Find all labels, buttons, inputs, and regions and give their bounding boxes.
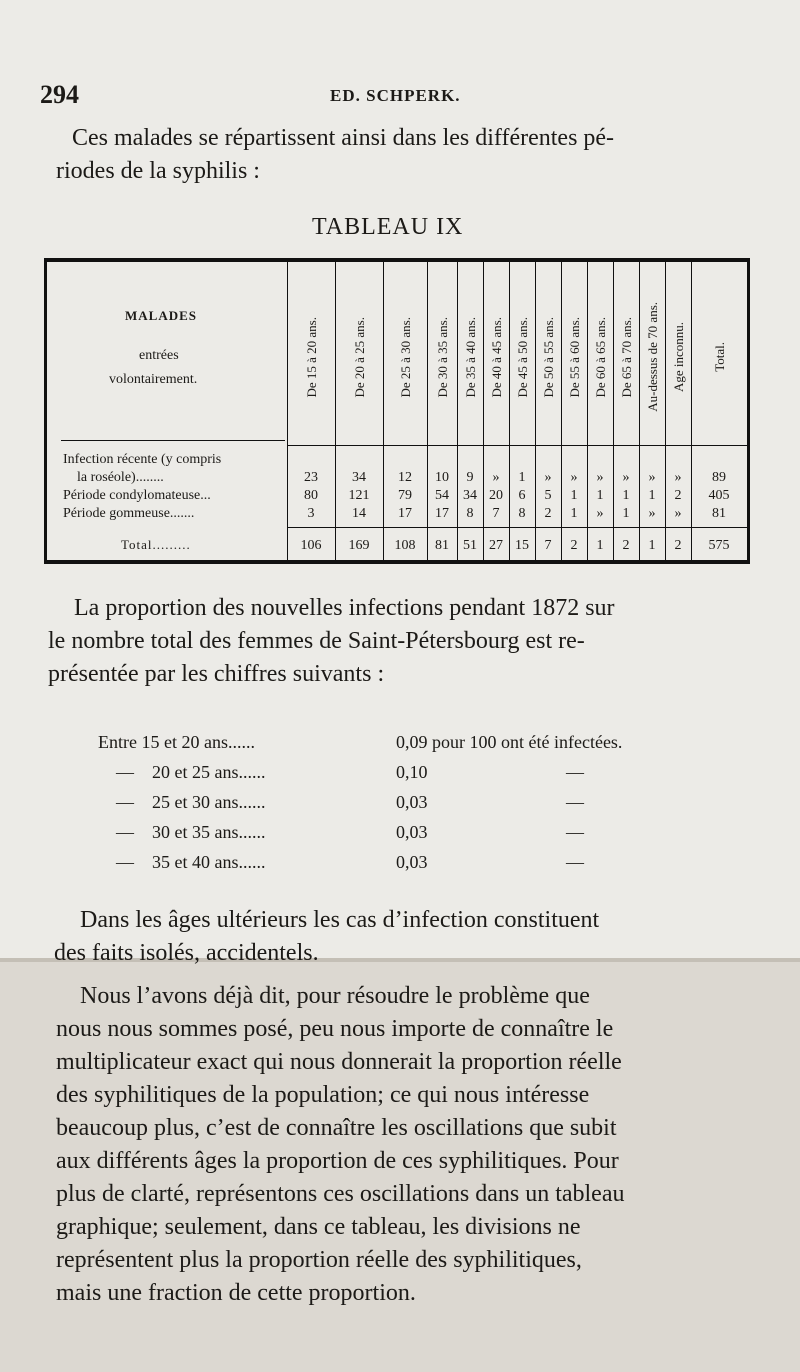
row-label: Infection récente (y compris (63, 452, 222, 467)
table-cell: 1 (648, 488, 656, 503)
table-corner-header (47, 262, 287, 447)
figure-ditto: — (566, 852, 584, 872)
table-cell: 1 (570, 506, 578, 521)
total-cell: 169 (348, 538, 370, 553)
figure-age: — 30 et 35 ans...... (116, 822, 266, 842)
column-header: Total. (691, 262, 748, 560)
text-line: riodes de la syphilis : (56, 158, 260, 184)
figure-ditto: — (566, 792, 584, 812)
running-head (40, 80, 760, 110)
figure-age: — 25 et 30 ans...... (116, 792, 266, 812)
table-cell: 5 (544, 488, 552, 503)
figure-age: — 35 et 40 ans...... (116, 852, 266, 872)
figure-row (98, 762, 738, 790)
total-cell: 81 (435, 538, 449, 553)
table-cell: 1 (570, 488, 578, 503)
table-title: TABLEAU IX (312, 214, 464, 240)
figure-ditto: — (566, 762, 584, 782)
text-line: graphique; seulement, dans ce tableau, les divisions ne (56, 1214, 581, 1240)
table-cell: 1 (518, 470, 526, 485)
figure-age: — 20 et 25 ans...... (116, 762, 266, 782)
column-header: De 60 à 65 ans. (587, 262, 614, 560)
column-header: De 40 à 45 ans. (483, 262, 510, 560)
table-cell: 34 (352, 470, 366, 485)
column-header: De 55 à 60 ans. (561, 262, 588, 560)
table-cell: 80 (304, 488, 318, 503)
column-header: Age inconnu. (665, 262, 692, 560)
total-label: Total......... (121, 537, 191, 552)
table-cell: 3 (307, 506, 315, 521)
figure-value: 0,03 (396, 852, 428, 872)
header-bottom-rule (287, 445, 747, 446)
text-line: des syphilitiques de la population; ce qui nous intéresse (56, 1082, 590, 1108)
text-line: des faits isolés, accidentels. (54, 940, 319, 966)
column-header: De 15 à 20 ans. (287, 262, 336, 560)
running-title: ED. SCHPERK. (330, 86, 461, 105)
total-cell: 15 (515, 538, 529, 553)
header-rule (61, 440, 285, 441)
total-cell: 2 (570, 538, 578, 553)
figure-row (98, 732, 738, 760)
column-header: De 30 à 35 ans. (427, 262, 458, 560)
table-cell: » (544, 470, 552, 485)
total-cell: 108 (394, 538, 416, 553)
figure-row (98, 792, 738, 820)
table-cell: 121 (348, 488, 370, 503)
text-line: beaucoup plus, c’est de connaître les oscillations que subit (56, 1115, 617, 1141)
table-cell: 14 (352, 506, 366, 521)
figure-row (98, 822, 738, 850)
row-label-cont: la roséole)........ (77, 470, 164, 485)
text-line: présentée par les chiffres suivants : (48, 661, 385, 687)
table-cell: 7 (492, 506, 500, 521)
text-line: représentent plus la proportion réelle des syphilitiques, (56, 1247, 582, 1273)
text-line: mais une fraction de cette proportion. (56, 1280, 416, 1306)
figure-value: 0,03 (396, 792, 428, 812)
row-label: Période condylomateuse... (63, 488, 211, 503)
column-header: De 65 à 70 ans. (613, 262, 640, 560)
column-header: De 45 à 50 ans. (509, 262, 536, 560)
table-cell: 6 (518, 488, 526, 503)
table-cell: » (492, 470, 500, 485)
table-cell: 20 (489, 488, 503, 503)
table-cell: 8 (466, 506, 474, 521)
figure-ditto: — (566, 822, 584, 842)
table-cell: 34 (463, 488, 477, 503)
column-header: Au-dessus de 70 ans. (639, 262, 666, 560)
table-cell: » (596, 506, 604, 521)
text-line: aux différents âges la proportion de ces syphilitiques. Pour (56, 1148, 619, 1174)
row-label: Période gommeuse....... (63, 506, 195, 521)
table-cell: » (648, 470, 656, 485)
table-cell: » (674, 506, 682, 521)
table-cell: 79 (398, 488, 412, 503)
table-cell: 405 (708, 488, 730, 503)
page-number: 294 (40, 80, 79, 109)
table-cell: » (622, 470, 630, 485)
table-cell: 1 (596, 488, 604, 503)
table-cell: 81 (712, 506, 726, 521)
intro-paragraph (56, 122, 746, 188)
total-cell: 27 (489, 538, 503, 553)
table-cell: 2 (674, 488, 682, 503)
figure-value: 0,09 pour 100 ont été infectées. (396, 732, 623, 752)
corner-sub1: entrées (139, 348, 179, 363)
table-cell: » (570, 470, 578, 485)
total-cell: 1 (596, 538, 604, 553)
total-cell: 106 (300, 538, 322, 553)
total-rule (287, 527, 747, 528)
later-paragraph (54, 904, 758, 970)
column-header: De 20 à 25 ans. (335, 262, 384, 560)
table-cell: » (596, 470, 604, 485)
table-cell: 1 (622, 488, 630, 503)
corner-sub2: volontairement. (109, 372, 198, 387)
table-cell: 8 (518, 506, 526, 521)
table-cell: 9 (466, 470, 474, 485)
figure-row (98, 852, 738, 880)
table-cell: 17 (435, 506, 449, 521)
text-line: le nombre total des femmes de Saint-Pétersbourg est re- (48, 628, 585, 654)
proportion-paragraph (48, 592, 760, 691)
total-cell: 2 (674, 538, 682, 553)
corner-label: MALADES (125, 308, 198, 323)
table-cell: 89 (712, 470, 726, 485)
final-paragraph (56, 980, 760, 1310)
table-cell: 23 (304, 470, 318, 485)
text-line: Ces malades se répartissent ainsi dans les différentes pé- (72, 125, 615, 151)
total-cell: 51 (463, 538, 477, 553)
text-line: nous nous sommes posé, peu nous importe de connaître le (56, 1016, 614, 1042)
column-header: De 25 à 30 ans. (383, 262, 428, 560)
table-cell: 12 (398, 470, 412, 485)
table-cell: 54 (435, 488, 449, 503)
table-cell: » (674, 470, 682, 485)
column-header: De 50 à 55 ans. (535, 262, 562, 560)
text-line: multiplicateur exact qui nous donnerait la proportion réelle (56, 1049, 622, 1075)
table-cell: 1 (622, 506, 630, 521)
total-cell: 7 (544, 538, 552, 553)
table-cell: 17 (398, 506, 412, 521)
table-cell: » (648, 506, 656, 521)
table-cell: 2 (544, 506, 552, 521)
text-line: plus de clarté, représentons ces oscillations dans un tableau (56, 1181, 625, 1207)
figure-age: Entre 15 et 20 ans...... (98, 732, 255, 752)
text-line: Nous l’avons déjà dit, pour résoudre le problème que (80, 983, 590, 1009)
figure-value: 0,03 (396, 822, 428, 842)
figure-value: 0,10 (396, 762, 428, 782)
column-header: De 35 à 40 ans. (457, 262, 484, 560)
text-line: Dans les âges ultérieurs les cas d’infection constituent (80, 907, 600, 933)
total-cell: 1 (648, 538, 656, 553)
data-table (44, 258, 750, 564)
table-cell: 10 (435, 470, 449, 485)
total-cell: 575 (708, 538, 730, 553)
total-cell: 2 (622, 538, 630, 553)
text-line: La proportion des nouvelles infections pendant 1872 sur (74, 595, 615, 621)
